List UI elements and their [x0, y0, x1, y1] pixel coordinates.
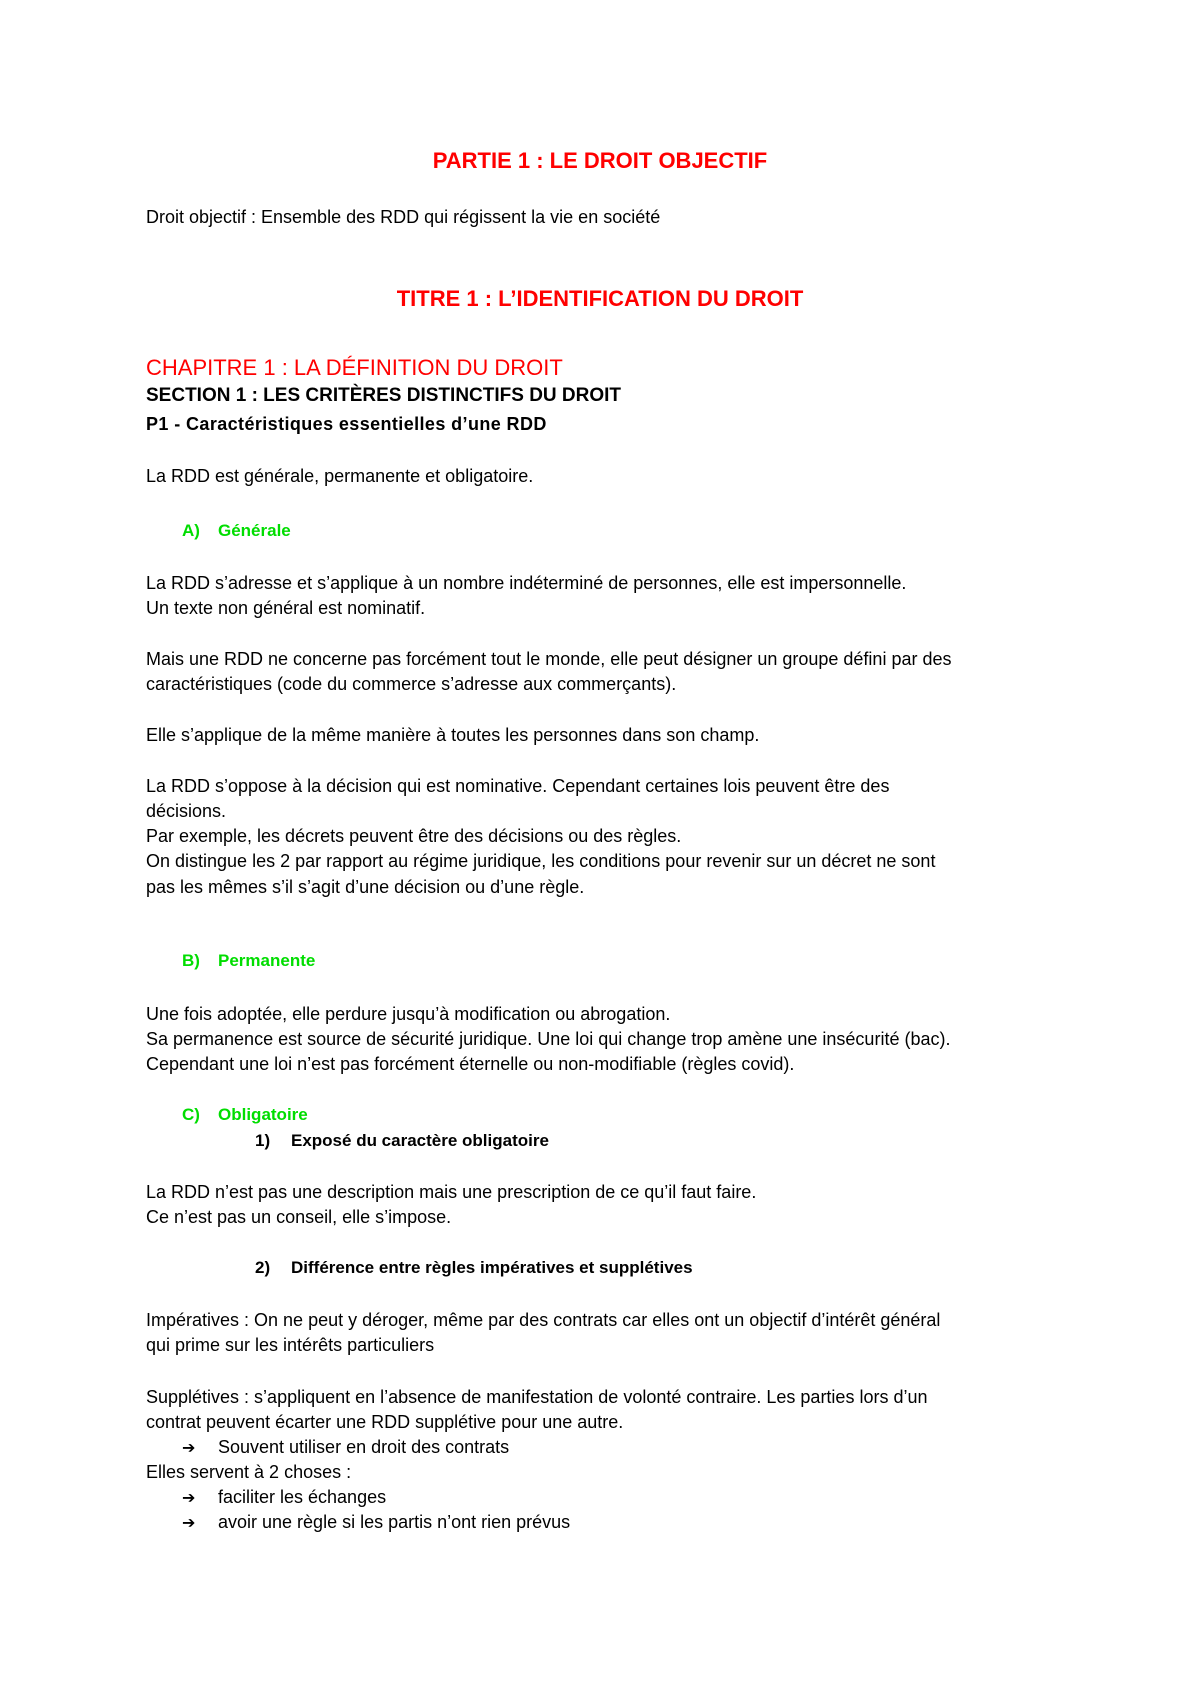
partie-title: PARTIE 1 : LE DROIT OBJECTIF [432, 148, 768, 173]
p1-title: P1 - Caractéristiques essentielles d’une RDD [146, 414, 547, 434]
titre-title: TITRE 1 : L’IDENTIFICATION DU DROIT [396, 286, 804, 311]
arrow-bullet-item [182, 1511, 570, 1535]
paragraph-line: Ce n’est pas un conseil, elle s’impose. [146, 1207, 452, 1227]
subheading-label: Obligatoire [218, 1105, 308, 1124]
subheading-letter: A) [182, 521, 200, 540]
subheading-obligatoire [182, 1104, 308, 1126]
paragraph-line: Impératives : On ne peut y déroger, même par des contrats car elles ont un objectif d’intérêt général [146, 1310, 941, 1330]
paragraph-line: Supplétives : s’appliquent en l’absence de manifestation de volonté contraire. Les parties lors d’un [146, 1387, 928, 1407]
arrow-bullet-item [182, 1486, 386, 1510]
subsection-1-heading [255, 1130, 549, 1152]
arrow-bullet-item [182, 1436, 509, 1460]
subheading-label: Générale [218, 521, 291, 540]
section-title: SECTION 1 : LES CRITÈRES DISTINCTIFS DU DROIT [146, 385, 622, 406]
paragraph-line: Un texte non général est nominatif. [146, 598, 426, 618]
intro-text: Droit objectif : Ensemble des RDD qui régissent la vie en société [146, 207, 661, 227]
paragraph-line: Elle s’applique de la même manière à toutes les personnes dans son champ. [146, 725, 760, 745]
bullet-text: Souvent utiliser en droit des contrats [218, 1437, 510, 1457]
paragraph-line: pas les mêmes s’il s’agit d’une décision ou d’une règle. [146, 877, 585, 897]
chapitre-title: CHAPITRE 1 : LA DÉFINITION DU DROIT [146, 355, 563, 380]
paragraph-line: Cependant une loi n’est pas forcément éternelle ou non-modifiable (règles covid). [146, 1054, 795, 1074]
paragraph-line: caractéristiques (code du commerce s’adresse aux commerçants). [146, 674, 677, 694]
paragraph-line: contrat peuvent écarter une RDD supplétive pour une autre. [146, 1412, 624, 1432]
bullet-text: faciliter les échanges [218, 1487, 387, 1507]
arrow-right-icon: ➔ [182, 1490, 196, 1507]
subheading-permanente [182, 950, 315, 972]
paragraph-line: Par exemple, les décrets peuvent être des décisions ou des règles. [146, 826, 682, 846]
paragraph-line: La RDD s’adresse et s’applique à un nombre indéterminé de personnes, elle est impersonnelle. [146, 573, 907, 593]
subheading-label: Permanente [218, 951, 316, 970]
subsection-number: 2) [255, 1258, 271, 1277]
subheading-generale [182, 520, 291, 542]
paragraph-line: La RDD n’est pas une description mais une prescription de ce qu’il faut faire. [146, 1182, 757, 1202]
subsection-number: 1) [255, 1131, 271, 1150]
subheading-letter: B) [182, 951, 200, 970]
paragraph-line: La RDD s’oppose à la décision qui est nominative. Cependant certaines lois peuvent être des [146, 776, 890, 796]
paragraph-line: Elles servent à 2 choses : [146, 1462, 352, 1482]
paragraph-line: On distingue les 2 par rapport au régime juridique, les conditions pour revenir sur un décret ne sont [146, 851, 936, 871]
subsection-label: Différence entre règles impératives et supplétives [291, 1258, 693, 1277]
subsection-2-heading [255, 1257, 693, 1279]
arrow-right-icon: ➔ [182, 1440, 196, 1457]
subsection-label: Exposé du caractère obligatoire [291, 1131, 549, 1150]
paragraph-line: qui prime sur les intérêts particuliers [146, 1335, 435, 1355]
paragraph-line: Une fois adoptée, elle perdure jusqu’à modification ou abrogation. [146, 1004, 671, 1024]
paragraph-line: Mais une RDD ne concerne pas forcément tout le monde, elle peut désigner un groupe défini par des [146, 649, 952, 669]
paragraph-line: décisions. [146, 801, 227, 821]
subheading-letter: C) [182, 1105, 200, 1124]
rdd-intro: La RDD est générale, permanente et obligatoire. [146, 466, 534, 486]
arrow-right-icon: ➔ [182, 1515, 196, 1532]
bullet-text: avoir une règle si les partis n’ont rien prévus [218, 1512, 571, 1532]
paragraph-line: Sa permanence est source de sécurité juridique. Une loi qui change trop amène une insécurité (bac). [146, 1029, 951, 1049]
